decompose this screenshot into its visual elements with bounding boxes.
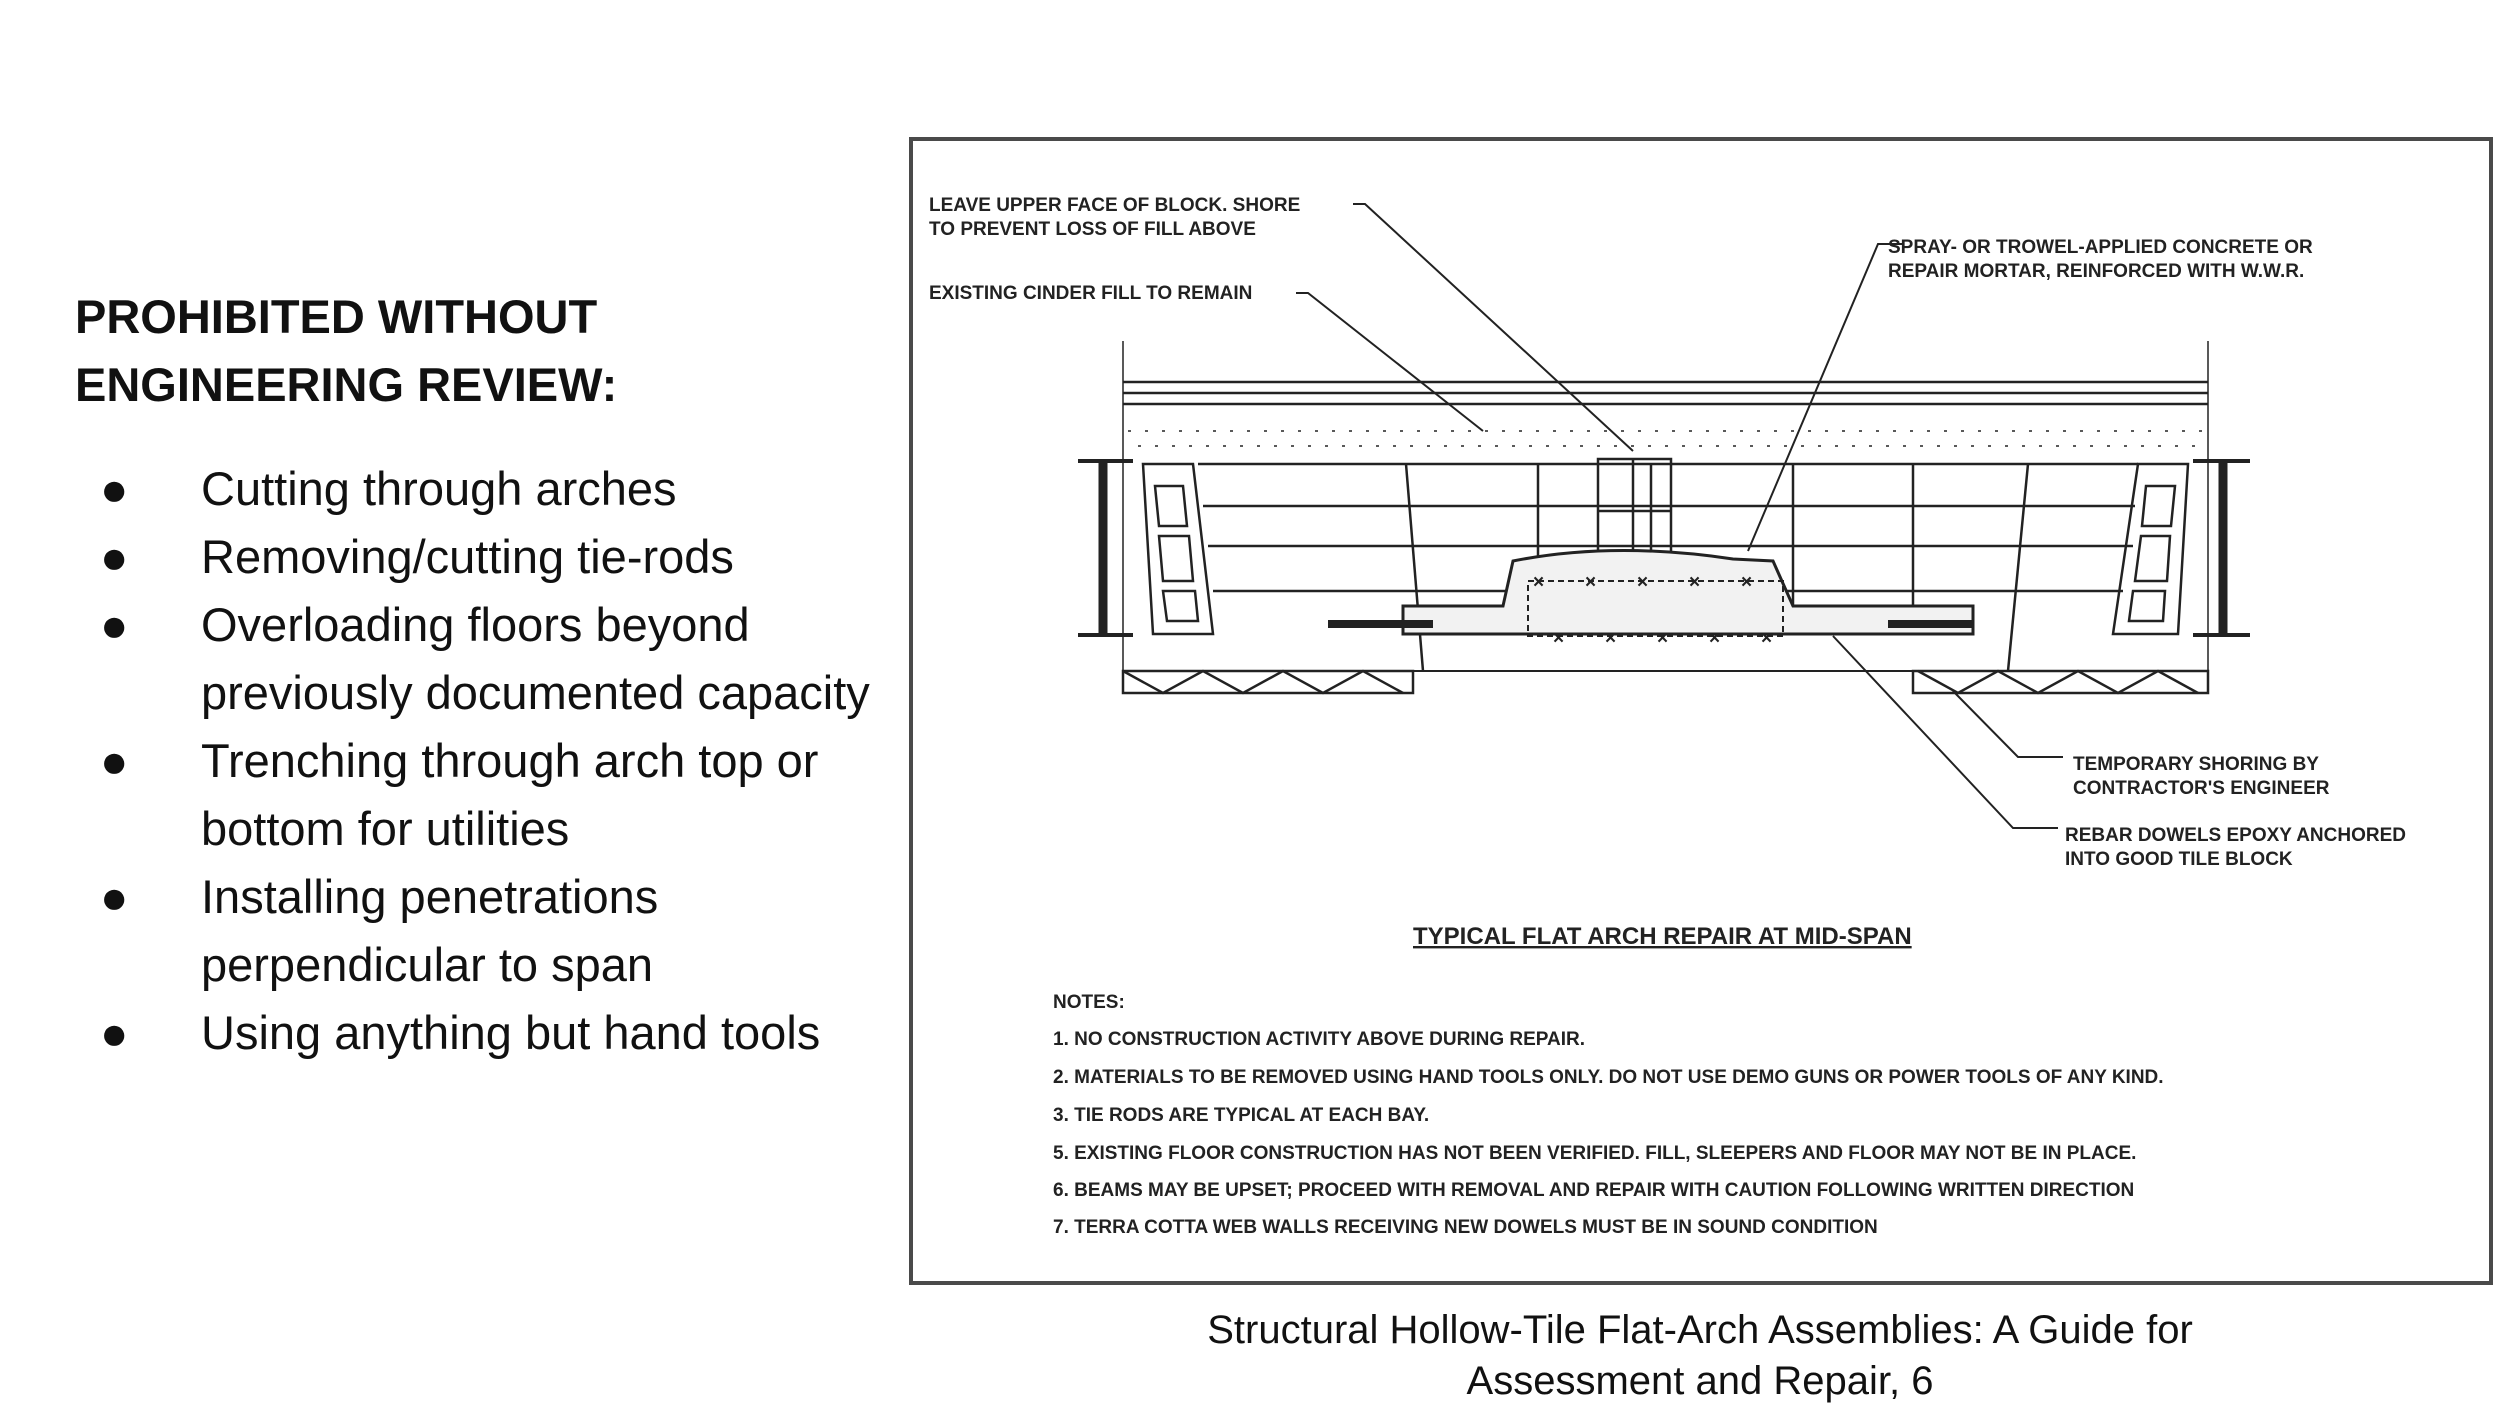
right-skewback-cell — [2142, 486, 2175, 526]
right-skewback-block — [2113, 464, 2188, 634]
label-shoring-1: TEMPORARY SHORING BY — [2073, 754, 2319, 775]
list-item — [100, 863, 880, 999]
left-i-beam — [1078, 461, 1133, 635]
drawing-geometry — [1078, 204, 2250, 828]
note-item: 1. NO CONSTRUCTION ACTIVITY ABOVE DURING REPAIR. — [1053, 1029, 1586, 1050]
bullet-icon: ● — [100, 734, 129, 787]
caption-line-2: Assessment and Repair, 6 — [1466, 1359, 1934, 1403]
list-item-text: Installing penetrations perpendicular to span — [201, 870, 659, 991]
leader-cinder-fill — [1296, 293, 1483, 431]
note-item: 7. TERRA COTTA WEB WALLS RECEIVING NEW DOWELS MUST BE IN SOUND CONDITION — [1053, 1217, 1878, 1238]
flat-arch-repair-drawing — [913, 141, 2489, 1281]
right-i-beam — [2193, 461, 2250, 635]
list-item — [100, 727, 880, 863]
right-skewback-cell — [2129, 591, 2165, 621]
leader-leave-upper — [1353, 204, 1633, 451]
bullet-icon: ● — [100, 1006, 129, 1059]
note-item: 6. BEAMS MAY BE UPSET; PROCEED WITH REMOVAL AND REPAIR WITH CAUTION FOLLOWING WRITTEN DIRECTION — [1053, 1180, 2135, 1201]
notes-header: NOTES: — [1053, 992, 1125, 1013]
x-mark: × — [1741, 572, 1753, 593]
prohibited-list — [100, 455, 880, 1067]
repair-drawing-figure — [909, 137, 2493, 1285]
list-item — [100, 999, 880, 1067]
label-spray-mortar-1: SPRAY- OR TROWEL-APPLIED CONCRETE OR — [1888, 237, 2313, 258]
right-skewback-cell — [2135, 536, 2170, 581]
bullet-icon: ● — [100, 530, 129, 583]
cinder-fill-hatch — [1128, 431, 2203, 446]
slide-heading — [75, 283, 875, 419]
left-skewback-block — [1143, 464, 1213, 634]
bullet-icon: ● — [100, 870, 129, 923]
drawing-title: TYPICAL FLAT ARCH REPAIR AT MID-SPAN — [1413, 923, 1912, 950]
x-mark: × — [1657, 628, 1669, 649]
label-spray-mortar-2: REPAIR MORTAR, REINFORCED WITH W.W.R. — [1888, 261, 2305, 282]
leader-rebar-dowels — [1833, 636, 2058, 828]
list-item — [100, 591, 880, 727]
left-skewback-cell — [1159, 536, 1193, 581]
note-item: 3. TIE RODS ARE TYPICAL AT EACH BAY. — [1053, 1105, 1430, 1126]
label-leave-upper-1: LEAVE UPPER FACE OF BLOCK. SHORE — [929, 195, 1301, 216]
x-mark: × — [1709, 628, 1721, 649]
list-item — [100, 455, 880, 523]
bullet-icon: ● — [100, 462, 129, 515]
bullet-icon: ● — [100, 598, 129, 651]
x-mark: × — [1637, 572, 1649, 593]
list-item-text: Using anything but hand tools — [201, 1006, 821, 1059]
list-item-text: Trenching through arch top or bottom for utilities — [201, 734, 819, 855]
caption-line-1: Structural Hollow-Tile Flat-Arch Assemblies: A Guide for — [1207, 1308, 2193, 1352]
left-skewback-cell — [1155, 486, 1187, 526]
x-mark: × — [1585, 572, 1597, 593]
note-item: 5. EXISTING FLOOR CONSTRUCTION HAS NOT BEEN VERIFIED. FILL, SLEEPERS AND FLOOR MAY NOT BE IN PLACE. — [1053, 1143, 2137, 1164]
x-mark: × — [1689, 572, 1701, 593]
temporary-shoring-left — [1123, 671, 1413, 693]
x-mark: × — [1553, 628, 1565, 649]
label-shoring-2: CONTRACTOR'S ENGINEER — [2073, 778, 2330, 799]
x-mark: × — [1533, 572, 1545, 593]
label-leave-upper-2: TO PREVENT LOSS OF FILL ABOVE — [929, 219, 1256, 240]
list-item-text: Cutting through arches — [201, 462, 677, 515]
temporary-shoring-right — [1913, 671, 2208, 693]
x-mark: × — [1761, 628, 1773, 649]
heading-line-2: ENGINEERING REVIEW: — [75, 358, 618, 411]
leader-shoring — [1953, 691, 2063, 757]
label-rebar-dowels-2: INTO GOOD TILE BLOCK — [2065, 849, 2293, 870]
left-skewback-cell — [1163, 591, 1198, 621]
label-rebar-dowels-1: REBAR DOWELS EPOXY ANCHORED — [2065, 825, 2406, 846]
list-item — [100, 523, 880, 591]
list-item-text: Removing/cutting tie-rods — [201, 530, 734, 583]
figure-caption — [1050, 1305, 2350, 1407]
heading-line-1: PROHIBITED WITHOUT — [75, 290, 598, 343]
note-item: 2. MATERIALS TO BE REMOVED USING HAND TOOLS ONLY. DO NOT USE DEMO GUNS OR POWER TOOLS OF ANY KIND. — [1053, 1067, 2164, 1088]
list-item-text: Overloading floors beyond previously documented capacity — [201, 598, 870, 719]
x-mark: × — [1605, 628, 1617, 649]
label-existing-cinder-fill: EXISTING CINDER FILL TO REMAIN — [929, 283, 1253, 304]
